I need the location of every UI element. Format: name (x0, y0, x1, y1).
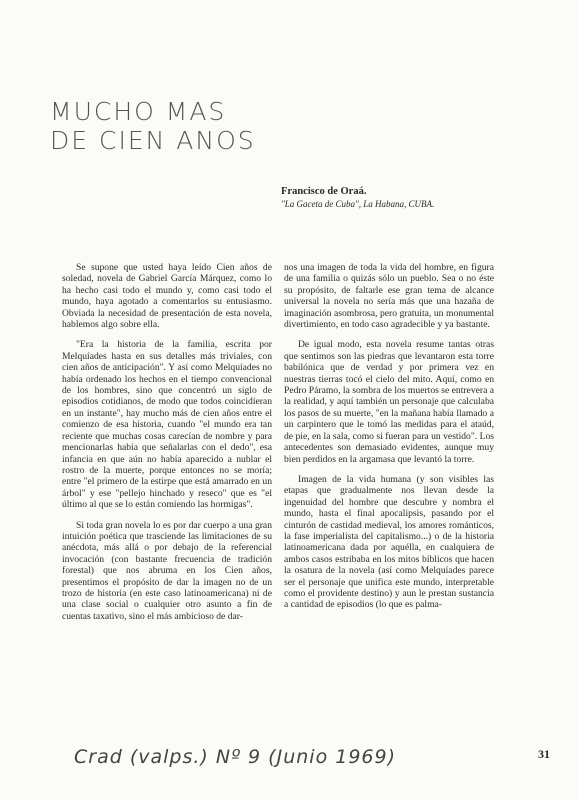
paragraph: De igual modo, esta novela resume tantas otras que sentimos son las piedras que levantaron esta torre babilónica que de verdad y por primera vez en nuestras tierras tocó el cielo del mito. Aquí, como en Pedro Páramo, la sombra de los muertos se entrevera a la realidad, y aquí también un personaje que calculaba los pasos de su muerte, "en la mañana había llamado a un carpintero que le tomó las medidas para el ataúd, de pie, en la sala, como si fueran para un vestido". Los antecedentes son demasiado evidentes, aunque muy bien perdidos en la argamasa que levantó la torre. (284, 339, 494, 465)
title-line-1: MUCHO MAS (50, 97, 227, 126)
paragraph: nos una imagen de toda la vida del hombre, en figura de una familia o quizás sólo un pueblo. Sea o no éste su propósito, de faltarle ese gran tema de alcance universal la novela no sería más que una hazaña de imaginación asombrosa, pero gratuita, un monumental divertimiento, en todo caso agradecible y ya bastante. (284, 262, 494, 331)
handwritten-note: Crad (valps.) Nº 9 (Junio 1969) (74, 746, 396, 768)
byline (281, 185, 434, 211)
publication-source: "La Gaceta de Cuba", La Habana, CUBA. (281, 199, 435, 209)
paragraph: "Era la historia de la familia, escrita por Melquíades hasta en sus detalles más triviales, con cien años de anticipación". Y así como Melquíades no había ordenado los hechos en el tiempo convencional de los hombres, sino que concentró un siglo de episodios cotidianos, de modo que todos coincidieran en un instante", hay mucho más de cien años entre el comienzo de esa historia, cuando "el mundo era tan reciente que muchas cosas carecían de nombre y para mencionarlas había que señalarlas con el dedo", esa infancia en que aún no había aparecido a nublar el rostro de la muerte, porque entonces no se moría; entre "el primero de la estirpe que está amarrado en un árbol" y ese "pellejo hinchado y reseco" que es "el último al que se lo están comiendo las hormigas". (62, 339, 272, 511)
paragraph: Imagen de la vida humana (y son visibles las etapas que gradualmente nos llevan desde la ingenuidad del hombre que descubre y nombra el mundo, hasta el final apocalipsis, pasando por el cinturón de castidad medieval, los amores románticos, la fase imperialista del capitalismo...) o de la historia latinoamericana dada por aquélla, en cualquiera de ambos casos estribaba en los mitos bíblicos que hacen la osatura de la novela (así como Melquíades parece ser el personaje que unifica este mundo, interpretable como el providente destino) y aun le prestan sustancia a cantidad de episodios (lo que es palma- (284, 473, 494, 611)
left-column (62, 262, 272, 631)
right-column (284, 262, 494, 620)
title-line-2: DE CIEN ANOS (50, 126, 256, 155)
author-name: Francisco de Oraá. (281, 186, 367, 197)
article-title (50, 97, 256, 155)
paragraph: Se supone que usted haya leído Cien años de soledad, novela de Gabriel García Márquez, como lo ha hecho casi todo el mundo y, como casi todo el mundo, haya agotado a comentarlos su entusiasmo. Obviada la necesidad de presentación de esta novela, hablemos algo sobre ella. (62, 262, 272, 331)
page-number: 31 (538, 747, 550, 761)
paragraph: Si toda gran novela lo es por dar cuerpo a una gran intuición poética que trasciende las limitaciones de su anécdota, más allá o por debajo de la referencial invocación (con bastante frecuencia de tradición forestal) que nos abruma en los Cien años, presentimos el propósito de dar la imagen no de un trozo de historia (en este caso latinoamericana) ni de una clase social o cualquier otro asunto a fin de cuentas taxativo, sino el más ambicioso de dar- (62, 519, 272, 622)
